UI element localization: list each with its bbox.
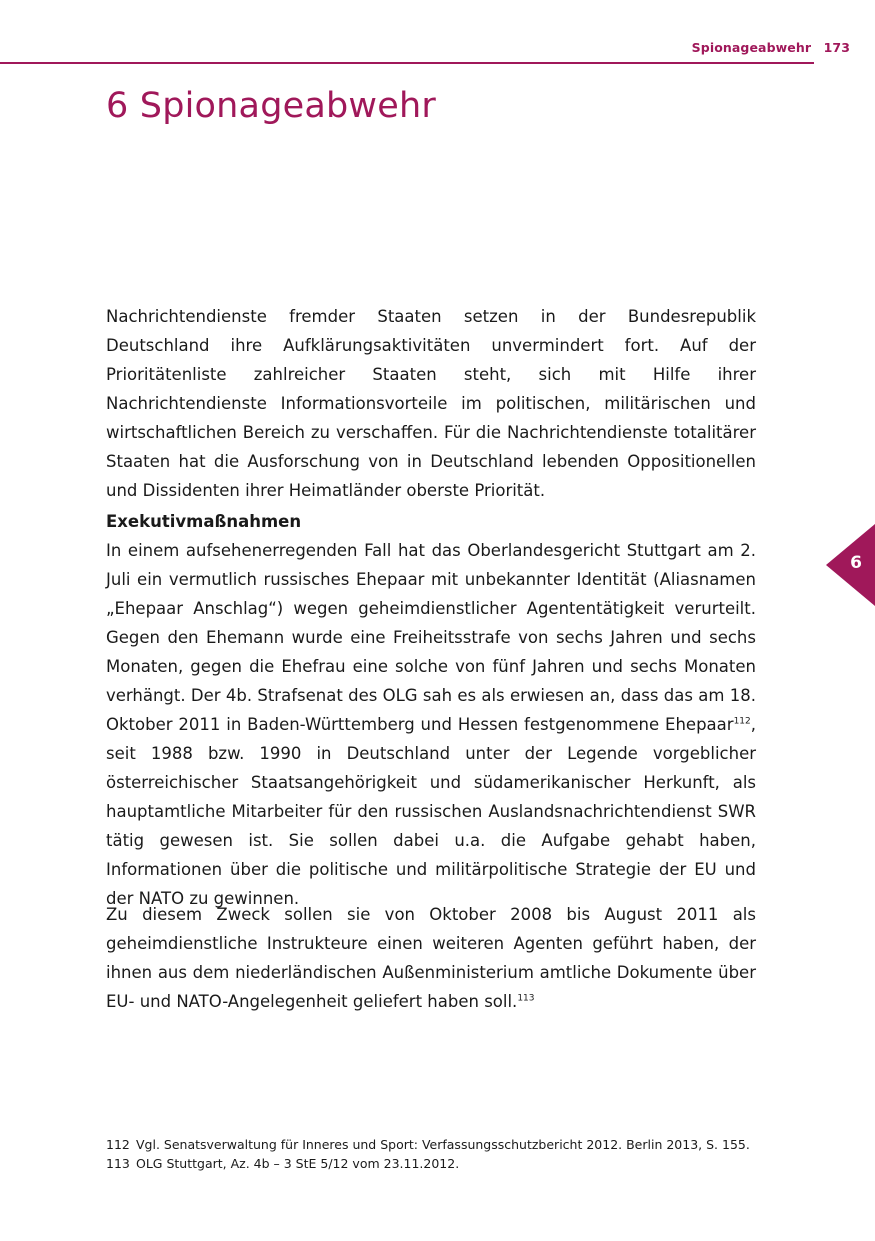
chapter-tab-label: 6 xyxy=(850,553,862,573)
running-head xyxy=(692,40,850,55)
paragraph-text: In einem aufsehenerregenden Fall hat das Oberlandesgericht Stuttgart am 2. Juli ein vermutlich russisches Ehepaar mit unbekannter Identität (Aliasnamen „Ehepaar Anschlag“) wegen geheimdienstlicher Agententätigkeit verurteilt. Gegen den Ehemann wurde eine Freiheitsstrafe von sechs Jahren und sechs Monaten, gegen die Ehefrau eine solche von fünf Jahren und sechs Monaten verhängt. Der 4b. Strafsenat des OLG sah es als erwiesen an, dass das am 18. Oktober 2011 in Baden-Württemberg und Hessen festgenommene Ehepaar xyxy=(106,541,756,734)
section-heading: Exekutivmaßnahmen xyxy=(106,512,302,531)
intro-paragraph: Nachrichtendienste fremder Staaten setzen in der Bundesrepublik Deutschland ihre Aufklärungsaktivitäten unvermindert fort. Auf der Prioritätenliste zahlreicher Staaten steht, sich mit Hilfe ihrer Nachrichtendienste Informationsvorteile im politischen, militärischen und wirtschaftlichen Bereich zu verschaffen. Für die Nachrichtendienste totalitärer Staaten hat die Ausforschung von in Deutschland lebenden Oppositionellen und Dissidenten ihrer Heimatländer oberste Priorität. xyxy=(106,307,756,500)
footnote-reference-112[interactable]: 112 xyxy=(733,716,751,727)
page-number: 173 xyxy=(823,40,850,55)
footnote-text: OLG Stuttgart, Az. 4b – 3 StE 5/12 vom 23.11.2012. xyxy=(136,1156,460,1171)
paragraph-text: Zu diesem Zweck sollen sie von Oktober 2008 bis August 2011 als geheimdienstliche Instrukteure einen weiteren Agenten geführt haben, der ihnen aus dem niederländischen Außenministerium amtliche Dokumente über EU- und NATO-Angelegenheit geliefert haben soll. xyxy=(106,905,756,1011)
paragraph-text-continued: , seit 1988 bzw. 1990 in Deutschland unter der Legende vorgeblicher österreichischer Staatsangehörigkeit und südamerikanischer Herkunft, als hauptamtliche Mitarbeiter für den russischen Auslandsnachrichtendienst SWR tätig gewesen ist. Sie sollen dabei u.a. die Aufgabe gehabt haben, Informationen über die politische und militärpolitische Strategie der EU und der NATO zu gewinnen. xyxy=(106,715,756,908)
footnote-113 xyxy=(106,1154,806,1173)
header-rule xyxy=(0,62,814,64)
footnote-112 xyxy=(106,1135,806,1154)
purpose-paragraph xyxy=(106,900,756,1016)
footnote-number: 112 xyxy=(106,1137,130,1152)
executive-measures-paragraph xyxy=(106,536,756,913)
footnote-number: 113 xyxy=(106,1156,130,1171)
footnotes xyxy=(106,1135,806,1173)
footnote-text: Vgl. Senatsverwaltung für Inneres und Sport: Verfassungsschutzbericht 2012. Berlin 2013, S. 155. xyxy=(136,1137,750,1152)
chapter-title: 6 Spionageabwehr xyxy=(106,86,436,126)
footnote-reference-113[interactable]: 113 xyxy=(517,993,535,1004)
running-head-title: Spionageabwehr xyxy=(691,40,812,55)
